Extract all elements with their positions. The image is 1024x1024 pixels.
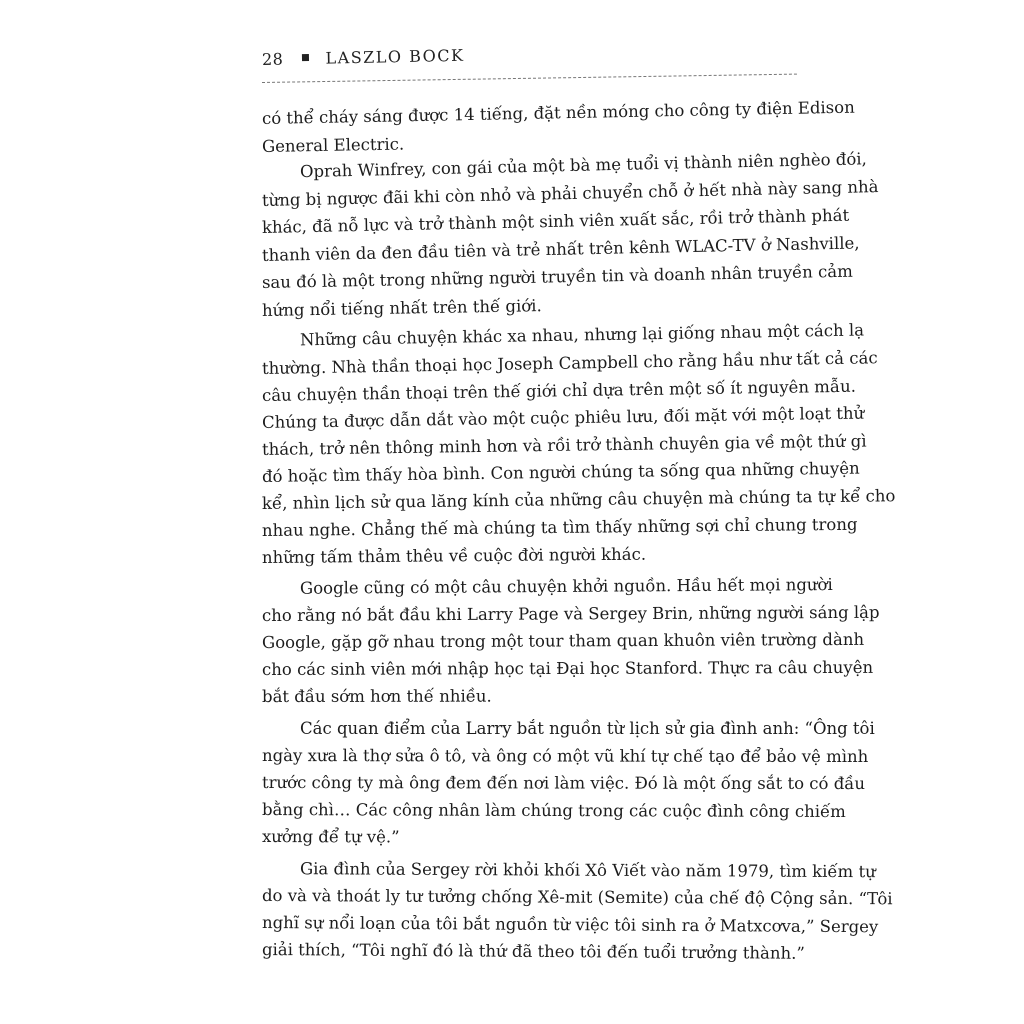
text-line: từng bị ngược đãi khi còn nhỏ và phải chuyển chỗ ở hết nhà này sang nhà <box>261 177 879 210</box>
text-line: thách, trở nên thông minh hơn và rồi trở thành chuyên gia về một thứ gì <box>261 431 867 459</box>
text-line: Những câu chuyện khác xa nhau, nhưng lại giống nhau một cách lạ <box>299 320 865 350</box>
text-line: câu chuyện thần thoại trên thế giới chỉ dựa trên một số ít nguyên mẫu. <box>261 376 857 405</box>
text-line: giải thích, “Tôi nghĩ đó là thứ đã theo tôi đến tuổi trưởng thành.” <box>261 940 805 963</box>
text-line: nghĩ sự nổi loạn của tôi bắt nguồn từ việc tôi sinh ra ở Matxcơva,” Sergey <box>261 913 879 937</box>
text-line: Gia đình của Sergey rời khỏi khối Xô Viết vào năm 1979, tìm kiếm tự <box>299 859 876 882</box>
text-line: bắt đầu sớm hơn thế nhiều. <box>261 686 492 706</box>
running-header <box>262 46 465 69</box>
text-line: ngày xưa là thợ sửa ô tô, và ông có một vũ khí tự chế tạo để bảo vệ mình <box>261 746 869 767</box>
header-divider <box>262 74 797 83</box>
text-line: thường. Nhà thần thoại học Joseph Campbell cho rằng hầu như tất cả các <box>261 348 878 378</box>
text-line: cho rằng nó bắt đầu khi Larry Page và Sergey Brin, những người sáng lập <box>261 602 880 625</box>
text-line: Google cũng có một câu chuyện khởi nguồn. Hầu hết mọi người <box>299 575 833 598</box>
text-line: sau đó là một trong những người truyền tin và doanh nhân truyền cảm <box>261 261 853 292</box>
author-name: LASZLO BOCK <box>325 45 465 68</box>
text-line: hứng nổi tiếng nhất trên thế giới. <box>261 296 542 320</box>
text-line: Các quan điểm của Larry bắt nguồn từ lịch sử gia đình anh: “Ông tôi <box>300 719 875 738</box>
text-line: thanh viên da đen đầu tiên và trẻ nhất trên kênh WLAC-TV ở Nashville, <box>261 233 860 265</box>
text-line: General Electric. <box>261 134 405 156</box>
text-line: Chúng ta được dẫn dắt vào một cuộc phiêu lưu, đối mặt với một loạt thử <box>261 403 865 432</box>
text-line: Oprah Winfrey, con gái của một bà mẹ tuổi vị thành niên nghèo đói, <box>299 149 868 182</box>
text-line: có thể cháy sáng được 14 tiếng, đặt nền móng cho công ty điện Edison <box>261 97 855 128</box>
text-line: khác, đã nỗ lực và trở thành một sinh viên xuất sắc, rồi trở thành phát <box>261 205 850 237</box>
text-line: bằng chì… Các công nhân làm chúng trong các cuộc đình công chiếm <box>261 800 846 822</box>
text-line: trước công ty mà ông đem đến nơi làm việc. Đó là một ống sắt to có đầu <box>261 773 866 794</box>
text-line: xưởng để tự vệ.” <box>261 827 400 847</box>
text-line: đó hoặc tìm thấy hòa bình. Con người chúng ta sống qua những chuyện <box>261 458 860 486</box>
text-line: những tấm thảm thêu về cuộc đời người khác. <box>261 544 647 567</box>
page-number: 28 <box>261 49 284 69</box>
text-line: nhau nghe. Chẳng thế mà chúng ta tìm thấy những sợi chỉ chung trong <box>261 514 858 540</box>
text-line: cho các sinh viên mới nhập học tại Đại học Stanford. Thực ra câu chuyện <box>261 657 874 679</box>
text-line: kể, nhìn lịch sử qua lăng kính của những câu chuyện mà chúng ta tự kể cho <box>261 486 896 513</box>
square-bullet-icon <box>302 54 309 61</box>
text-line: Google, gặp gỡ nhau trong một tour tham quan khuôn viên trường dành <box>261 629 865 652</box>
text-line: do và và thoát ly tư tưởng chống Xê-mit (Semite) của chế độ Cộng sản. “Tôi <box>261 886 893 909</box>
